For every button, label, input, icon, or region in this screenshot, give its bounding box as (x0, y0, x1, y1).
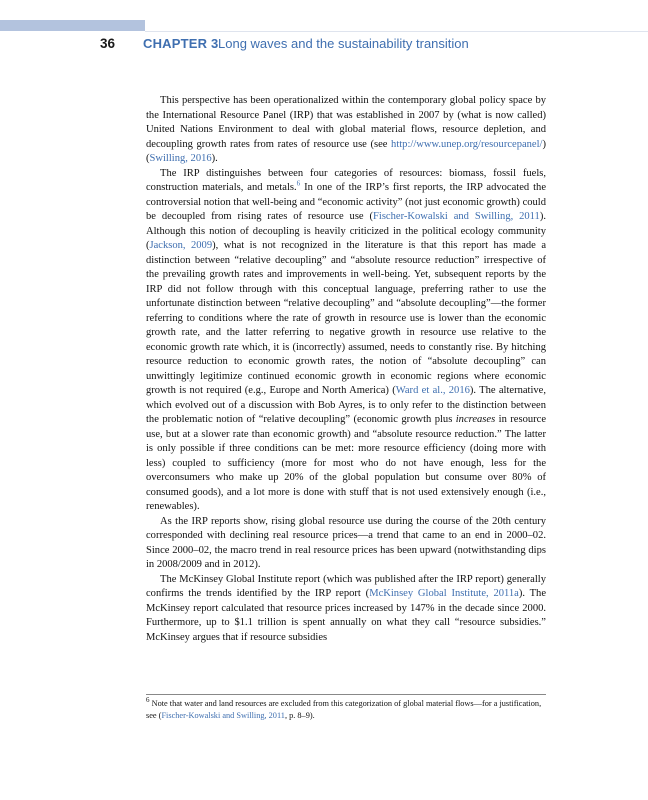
text-run: ). The alternative, which evolved out of a discussion with Bob Ayres, is to only refer to the distinction between the problematic notion of “relative decoupling” (economic growth plus (146, 385, 546, 425)
chapter-title: Long waves and the sustainability transition (218, 36, 469, 51)
text-run: ), what is not recognized in the literature is that this report has made a distinction between “relative decoupling” and “absolute resource reduction” irrespective of the prevailing growth rates and improvements in well-being. Yet, subsequent reports by the IRP did not follow through with this conceptual language, preferring rather to use the unfortunate distinction between “relative decoupling” and “absolute decoupling”—the former referring to conditions where the rate of growth in resource use is lower than the economic growth rate, and the latter referring to negative growth in resource use relative to the economic growth rate which, it is (incorrectly) assumed, needs to constantly rise. By hitching resource reduction to economic growth rates, the notion of “absolute decoupling” can unwittingly legitimize continued economic growth in economic regions where economic growth is not required (e.g., Europe and North America) ( (146, 240, 546, 396)
citation-link[interactable]: Fischer-Kowalski and Swilling, 2011 (161, 711, 285, 720)
emphasis-text: increases (455, 414, 496, 425)
text-run: ) ( (146, 138, 546, 164)
citation-link[interactable]: Ward et al., 2016 (395, 385, 470, 396)
paragraph-2 (146, 167, 546, 515)
text-run: ). Although this notion of decoupling is heavily criticized in the political ecology community ( (146, 211, 546, 251)
text-run: As the IRP reports show, rising global resource use during the course of the 20th century corresponded with declining real resource prices—a trend that came to an end in 2000–02. Since 2000–02, the macro trend in real resource prices has been upward (notwithstanding dips in 2008/2009 and in 2012). (146, 515, 546, 570)
header-color-bar (0, 20, 145, 31)
url-link[interactable]: http://www.unep.org/resourcepanel/ (391, 138, 543, 150)
text-run: , p. 8–9). (284, 711, 315, 720)
text-run: in resource use, but at a slower rate than economic growth) and “absolute resource reduction.” The latter is only possible if three conditions can be met: more resource efficiency (doing more with less) coupled to sufficiency (more for most who do not have enough, less for the overconsumers who make up 20% of the global population but consume over 80% of consumed goods), and a lot more is done with stuff that is not used extensively enough (i.e., renewables). (146, 414, 546, 512)
running-header (0, 36, 648, 56)
text-run: ). The McKinsey report calculated that resource prices increased by 147% in the decade since 2000. Furthermore, up to $1.1 trillion is spent annually on what they call “resource subsidies.” McKinsey argues that if resource subsidies (146, 588, 547, 643)
paragraph-4 (146, 573, 546, 646)
footnote-reference[interactable]: 6 (296, 179, 301, 188)
page-number: 36 (100, 36, 116, 51)
footnote-rule (146, 694, 546, 695)
header-rule (145, 31, 648, 32)
text-run: The McKinsey Global Institute report (which was published after the IRP report) generally confirms the trends identified by the IRP report ( (146, 573, 546, 599)
citation-link[interactable]: McKinsey Global Institute, 2011a (369, 588, 519, 599)
citation-link[interactable]: Swilling, 2016 (149, 153, 212, 164)
text-run: ). (211, 153, 218, 164)
text-run: This perspective has been operationalized within the contemporary global policy space by the International Resource Panel (IRP) that was established in 2007 by (what is now called) United Nations Environment to deal with global material flows, resource depletion, and decoupling growth rates from rates of resource use (see (146, 95, 546, 150)
paragraph-1 (146, 94, 546, 167)
citation-link[interactable]: Fischer-Kowalski and Swilling, 2011 (373, 211, 540, 222)
citation-link[interactable]: Jackson, 2009 (149, 240, 213, 251)
text-run: The IRP distinguishes between four categories of resources: biomass, fossil fuels, construction materials, and metals. (146, 167, 546, 193)
footnote-marker: 6 (146, 696, 150, 705)
text-run: In one of the IRP’s first reports, the IRP advocated the controversial notion that well-being and “economic activity” (not just economic growth) could be decoupled from rising rates of resource use ( (146, 182, 546, 222)
chapter-label: CHAPTER 3 (143, 36, 219, 51)
footnote (146, 698, 546, 722)
text-run: Note that water and land resources are excluded from this categorization of global material flows—for a justification, see ( (146, 699, 542, 720)
paragraph-3 (146, 515, 546, 573)
body-text (146, 94, 546, 645)
